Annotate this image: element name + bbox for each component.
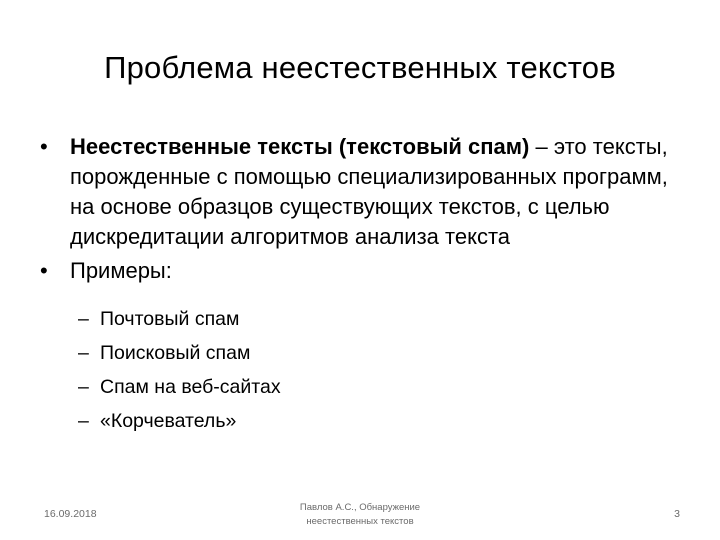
example-label: Спам на веб-сайтах xyxy=(100,376,281,398)
list-item xyxy=(78,404,690,438)
dash-marker: – xyxy=(78,342,89,364)
examples-list xyxy=(40,302,690,438)
bullet-examples xyxy=(40,256,690,286)
slide-title: Проблема неестественных текстов xyxy=(104,50,616,85)
example-label: Почтовый спам xyxy=(100,308,240,330)
slide-body xyxy=(40,132,690,438)
list-item xyxy=(78,370,690,404)
example-label: «Корчеватель» xyxy=(100,410,237,432)
list-item xyxy=(78,302,690,336)
definition-text: – это тексты, порожденные с помощью специализированных программ, на основе образцов существующих текстов, с целью дискредитации алгоритмов анализа текста xyxy=(70,134,668,249)
dash-marker: – xyxy=(78,308,89,330)
page-number: 3 xyxy=(674,508,680,520)
bullet-marker: • xyxy=(40,134,48,159)
footer-date: 16.09.2018 xyxy=(44,508,97,520)
dash-marker: – xyxy=(78,376,89,398)
bullet-definition xyxy=(40,132,690,252)
dash-marker: – xyxy=(78,410,89,432)
footer-author-title: Павлов А.С., Обнаружение неестественных текстов xyxy=(299,502,421,527)
bullet-marker: • xyxy=(40,258,48,283)
definition-term: Неестественные тексты (текстовый спам) xyxy=(70,134,530,159)
list-item xyxy=(78,336,690,370)
example-label: Поисковый спам xyxy=(100,342,251,364)
examples-heading: Примеры: xyxy=(70,258,172,283)
